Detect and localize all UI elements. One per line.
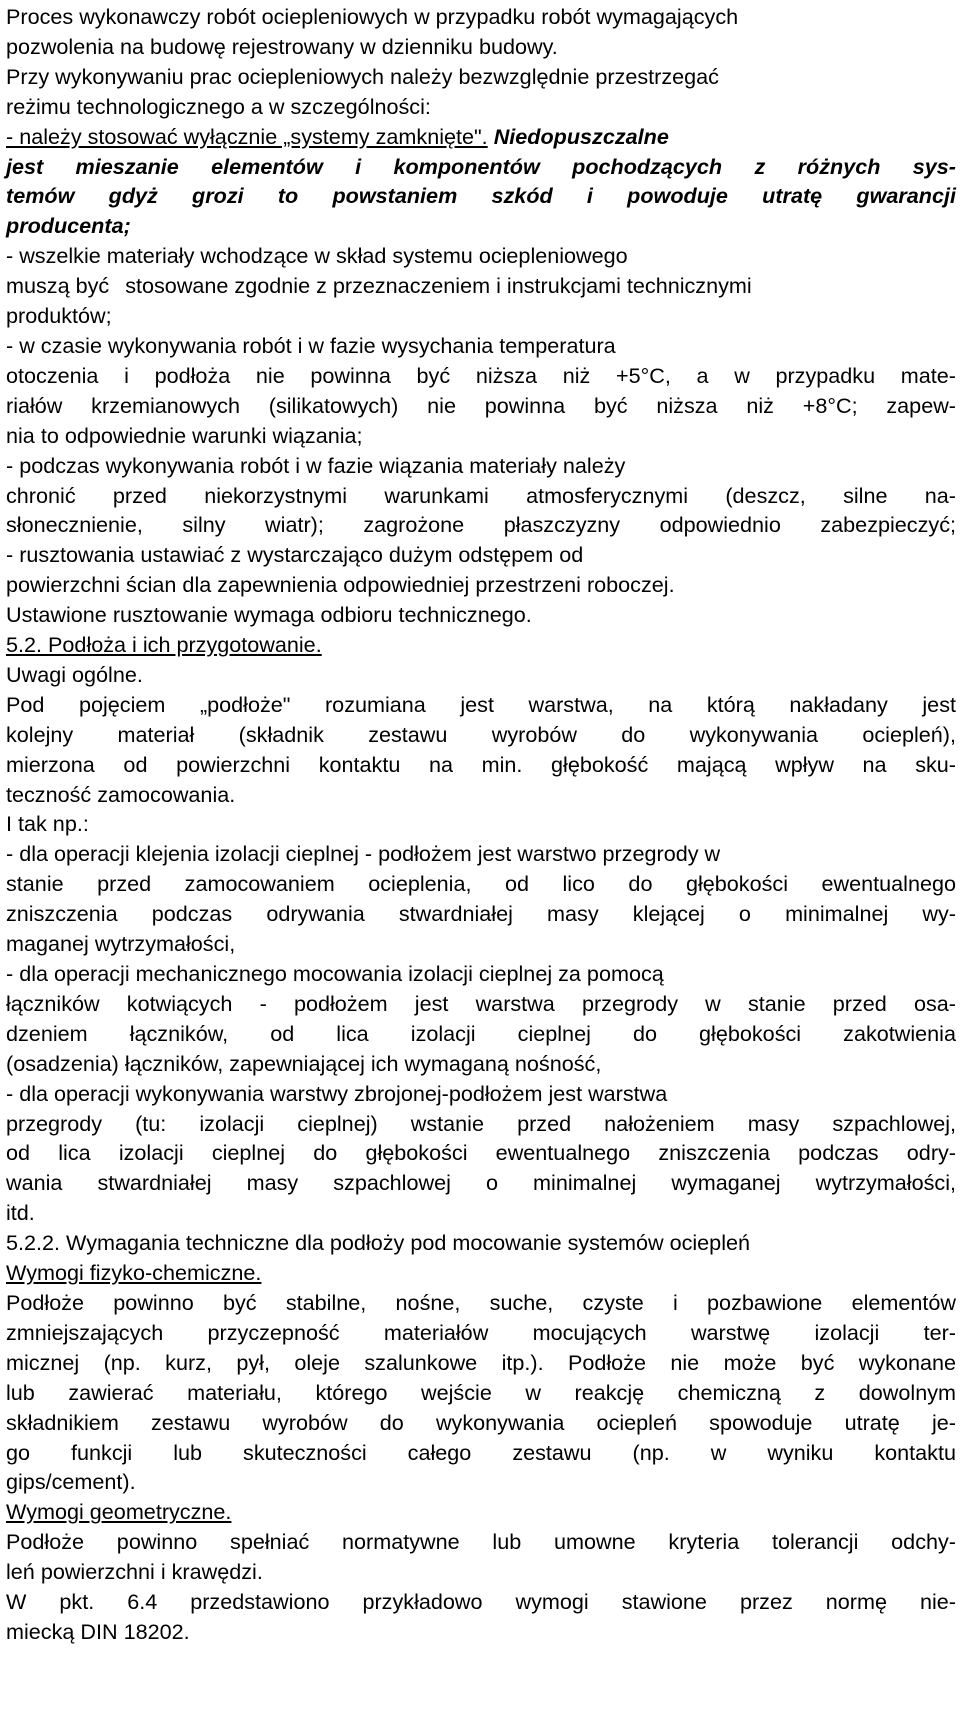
text-line: - w czasie wykonywania robót i w fazie wysychania temperatura bbox=[6, 332, 616, 358]
emphasis-line: jest mieszanie elementów i komponentów pochodzących z różnych sys- bbox=[6, 153, 956, 179]
text-line: zniszczenia podczas odrywania stwardniałej masy klejącej o minimalnej wy- bbox=[6, 901, 956, 927]
text-line: od lica izolacji cieplnej do głębokości ewentualnego zniszczenia podczas odry- bbox=[6, 1140, 956, 1166]
text-line: produktów; bbox=[6, 303, 112, 329]
text-line: gips/cement). bbox=[6, 1469, 136, 1495]
subheading: Uwagi ogólne. bbox=[6, 661, 143, 687]
bold-italic-text: Niedopuszczalne bbox=[493, 123, 669, 149]
text-line: itd. bbox=[6, 1200, 35, 1226]
text-line: I tak np.: bbox=[6, 811, 89, 837]
text-line: maganej wytrzymałości, bbox=[6, 931, 236, 957]
text-line: Pod pojęciem „podłoże" rozumiana jest warstwa, na którą nakładany jest bbox=[6, 691, 956, 717]
text-line: mierzona od powierzchni kontaktu na min. głębokość mającą wpływ na sku- bbox=[6, 751, 956, 777]
text-line: stanie przed zamocowaniem ocieplenia, od lico do głębokości ewentualnego bbox=[6, 871, 956, 897]
underlined-text: - należy stosować wyłącznie „systemy zamknięte". bbox=[6, 123, 488, 149]
text-fragment: stosowane zgodnie z przeznaczeniem i instrukcjami technicznymi bbox=[125, 273, 752, 299]
text-line: Podłoże powinno spełniać normatywne lub umowne kryteria tolerancji odchy- bbox=[6, 1529, 956, 1555]
text-line: przegrody (tu: izolacji cieplnej) wstanie przed nałożeniem masy szpachlowej, bbox=[6, 1110, 956, 1136]
text-line-mixed bbox=[6, 122, 956, 152]
text-line: riałów krzemianowych (silikatowych) nie powinna być niższa niż +8°C; zapew- bbox=[6, 392, 956, 418]
emphasis-line: producenta; bbox=[6, 213, 131, 239]
text-line: Podłoże powinno być stabilne, nośne, suche, czyste i pozbawione elementów bbox=[6, 1289, 956, 1315]
text-line: reżimu technologicznego a w szczególności: bbox=[6, 93, 431, 119]
text-line: - dla operacji klejenia izolacji cieplnej - podłożem jest warstwo przegrody w bbox=[6, 841, 721, 867]
text-line: otoczenia i podłoża nie powinna być niższa niż +5°C, a w przypadku mate- bbox=[6, 362, 956, 388]
text-line: pozwolenia na budowę rejestrowany w dzienniku budowy. bbox=[6, 33, 558, 59]
text-line: zmniejszających przyczepność materiałów mocujących warstwę izolacji ter- bbox=[6, 1319, 956, 1345]
text-line: powierzchni ścian dla zapewnienia odpowiedniej przestrzeni roboczej. bbox=[6, 572, 675, 598]
text-line: - dla operacji mechanicznego mocowania izolacji cieplnej za pomocą bbox=[6, 961, 664, 986]
text-line: dzeniem łączników, od lica izolacji cieplnej do głębokości zakotwienia bbox=[6, 1020, 956, 1046]
subheading: Wymogi geometryczne. bbox=[6, 1499, 232, 1525]
text-line: micznej (np. kurz, pył, oleje szalunkowe itp.). Podłoże nie może być wykonane bbox=[6, 1349, 956, 1375]
text-line: Ustawione rusztowanie wymaga odbioru technicznego. bbox=[6, 602, 532, 628]
text-line: łączników kotwiących - podłożem jest warstwa przegrody w stanie przed osa- bbox=[6, 990, 956, 1016]
text-line: miecką DIN 18202. bbox=[6, 1618, 190, 1644]
text-line: nia to odpowiednie warunki wiązania; bbox=[6, 422, 363, 448]
text-line: słonecznienie, silny wiatr); zagrożone płaszczyzny odpowiednio zabezpieczyć; bbox=[6, 512, 956, 538]
section-heading: 5.2.2. Wymagania techniczne dla podłoży pod mocowanie systemów ociepleń bbox=[6, 1230, 751, 1256]
text-line: chronić przed niekorzystnymi warunkami atmosferycznymi (deszcz, silne na- bbox=[6, 482, 956, 508]
text-fragment: muszą być bbox=[6, 273, 110, 299]
text-line: składnikiem zestawu wyrobów do wykonywania ociepleń spowoduje utratę je- bbox=[6, 1409, 956, 1435]
emphasis-line: temów gdyż grozi to powstaniem szkód i powoduje utratę gwarancji bbox=[6, 183, 956, 209]
section-heading: 5.2. Podłoża i ich przygotowanie. bbox=[6, 632, 322, 658]
text-line: leń powierzchni i krawędzi. bbox=[6, 1559, 263, 1585]
text-line: lub zawierać materiału, którego wejście w reakcję chemiczną z dowolnym bbox=[6, 1379, 956, 1405]
subheading: Wymogi fizyko-chemiczne. bbox=[6, 1260, 262, 1286]
text-line: - wszelkie materiały wchodzące w skład systemu ociepleniowego bbox=[6, 243, 628, 269]
text-line: Przy wykonywaniu prac ociepleniowych należy bezwzględnie przestrzegać bbox=[6, 63, 719, 89]
text-line: go funkcji lub skuteczności całego zestawu (np. w wyniku kontaktu bbox=[6, 1439, 956, 1465]
text-line: Proces wykonawczy robót ociepleniowych w przypadku robót wymagających bbox=[6, 4, 739, 29]
text-line: - podczas wykonywania robót i w fazie wiązania materiały należy bbox=[6, 452, 626, 478]
text-line: kolejny materiał (składnik zestawu wyrobów do wykonywania ociepleń), bbox=[6, 721, 956, 747]
text-line: wania stwardniałej masy szpachlowej o minimalnej wymaganej wytrzymałości, bbox=[6, 1170, 956, 1196]
text-line: teczność zamocowania. bbox=[6, 781, 236, 807]
text-line: - dla operacji wykonywania warstwy zbrojonej-podłożem jest warstwa bbox=[6, 1080, 668, 1106]
text-line: - rusztowania ustawiać z wystarczająco dużym odstępem od bbox=[6, 542, 584, 568]
text-line: W pkt. 6.4 przedstawiono przykładowo wymogi stawione przez normę nie- bbox=[6, 1589, 956, 1615]
text-line: (osadzenia) łączników, zapewniającej ich wymaganą nośność, bbox=[6, 1050, 602, 1076]
text-line-mixed bbox=[6, 271, 956, 301]
